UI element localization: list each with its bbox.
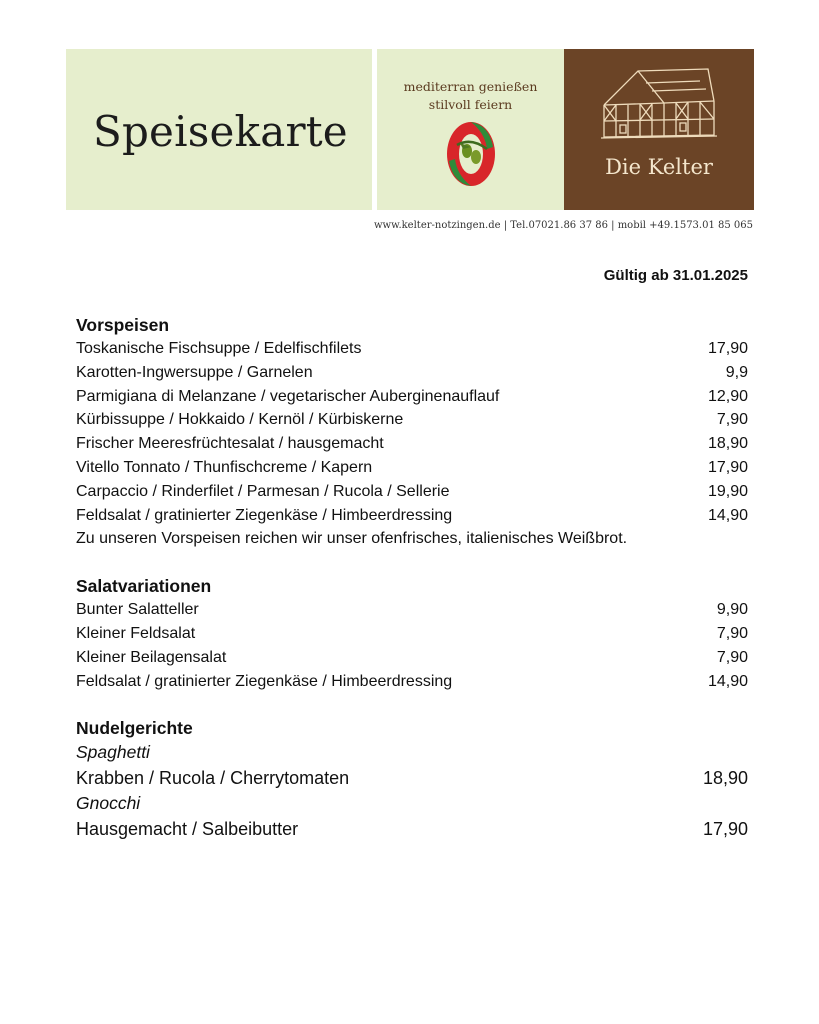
menu-item [76, 480, 748, 504]
menu-item [76, 361, 748, 385]
item-price: 17,90 [702, 818, 748, 839]
menu-item [76, 598, 748, 622]
item-name: Toskanische Fischsuppe / Edelfischfilets [76, 340, 362, 357]
header-banner [66, 49, 754, 210]
item-price: 14,90 [707, 672, 748, 690]
item-name: Parmigiana di Melanzane / vegetarischer Auberginenauflauf [76, 387, 500, 405]
item-price: 9,90 [716, 601, 748, 619]
section-title: Vorspeisen [76, 315, 170, 335]
item-price: 18,90 [702, 767, 748, 788]
tagline-line-1: mediterran genießen [403, 79, 538, 94]
menu-item [76, 504, 748, 528]
timber-house-icon [600, 65, 718, 143]
item-name: Vitello Tonnato / Thunfischcreme / Kapern [76, 458, 373, 476]
item-price: 18,90 [707, 435, 748, 453]
menu-item [76, 456, 748, 480]
menu-item [76, 408, 748, 432]
section-nudeln [76, 716, 748, 842]
item-price: 19,90 [707, 482, 748, 500]
subheading-gnocchi: Gnocchi [76, 793, 141, 814]
menu-item [76, 337, 748, 361]
item-name: Hausgemacht / Salbeibutter [76, 818, 299, 839]
item-name: Kleiner Beilagensalat [76, 648, 227, 666]
subheading-spaghetti: Spaghetti [76, 742, 150, 763]
brand-name: Die Kelter [605, 155, 713, 179]
section-title: Salatvariationen [76, 576, 212, 597]
menu-item [76, 817, 748, 843]
item-name: Kleiner Feldsalat [76, 624, 196, 642]
menu-item [76, 646, 748, 670]
item-price: 17,90 [707, 340, 748, 357]
menu-item [76, 432, 748, 456]
bread-note: Zu unseren Vorspeisen reichen wir unser ofenfrisches, italienisches Weißbrot. [76, 530, 628, 548]
item-name: Feldsalat / gratinierter Ziegenkäse / Himbeerdressing [76, 672, 453, 690]
item-price: 12,90 [707, 387, 748, 405]
item-name: Carpaccio / Rinderfilet / Parmesan / Rucola / Sellerie [76, 482, 450, 500]
tagline-panel [377, 49, 564, 210]
tagline-line-2: stilvoll feiern [428, 97, 513, 112]
menu-item [76, 385, 748, 409]
item-name: Karotten-Ingwersuppe / Garnelen [76, 363, 313, 381]
section-salate [76, 574, 748, 693]
section-title: Nudelgerichte [76, 718, 193, 739]
item-name: Frischer Meeresfrüchtesalat / hausgemacht [76, 435, 384, 453]
menu-item [76, 766, 748, 792]
item-price: 7,90 [716, 648, 748, 666]
page-title: Speisekarte [93, 107, 348, 156]
tagline [377, 78, 564, 114]
item-price: 17,90 [707, 458, 748, 476]
menu-item [76, 670, 748, 694]
item-price: 9,9 [725, 363, 748, 381]
olive-logo-icon [443, 119, 499, 189]
menu [76, 313, 748, 865]
menu-item [76, 622, 748, 646]
item-price: 7,90 [716, 411, 748, 429]
item-name: Krabben / Rucola / Cherrytomaten [76, 767, 350, 788]
contact-info: www.kelter-notzingen.de | Tel.07021.86 37 86 | mobil +49.1573.01 85 065 [373, 220, 753, 231]
brand-panel [564, 49, 754, 210]
item-name: Bunter Salatteller [76, 601, 199, 619]
item-price: 7,90 [716, 624, 748, 642]
item-price: 14,90 [707, 506, 748, 524]
section-vorspeisen [76, 313, 748, 551]
item-name: Feldsalat / gratinierter Ziegenkäse / Himbeerdressing [76, 506, 453, 524]
item-name: Kürbissuppe / Hokkaido / Kernöl / Kürbiskerne [76, 411, 404, 429]
valid-date: Gültig ab 31.01.2025 [603, 267, 748, 284]
title-panel [66, 49, 372, 210]
